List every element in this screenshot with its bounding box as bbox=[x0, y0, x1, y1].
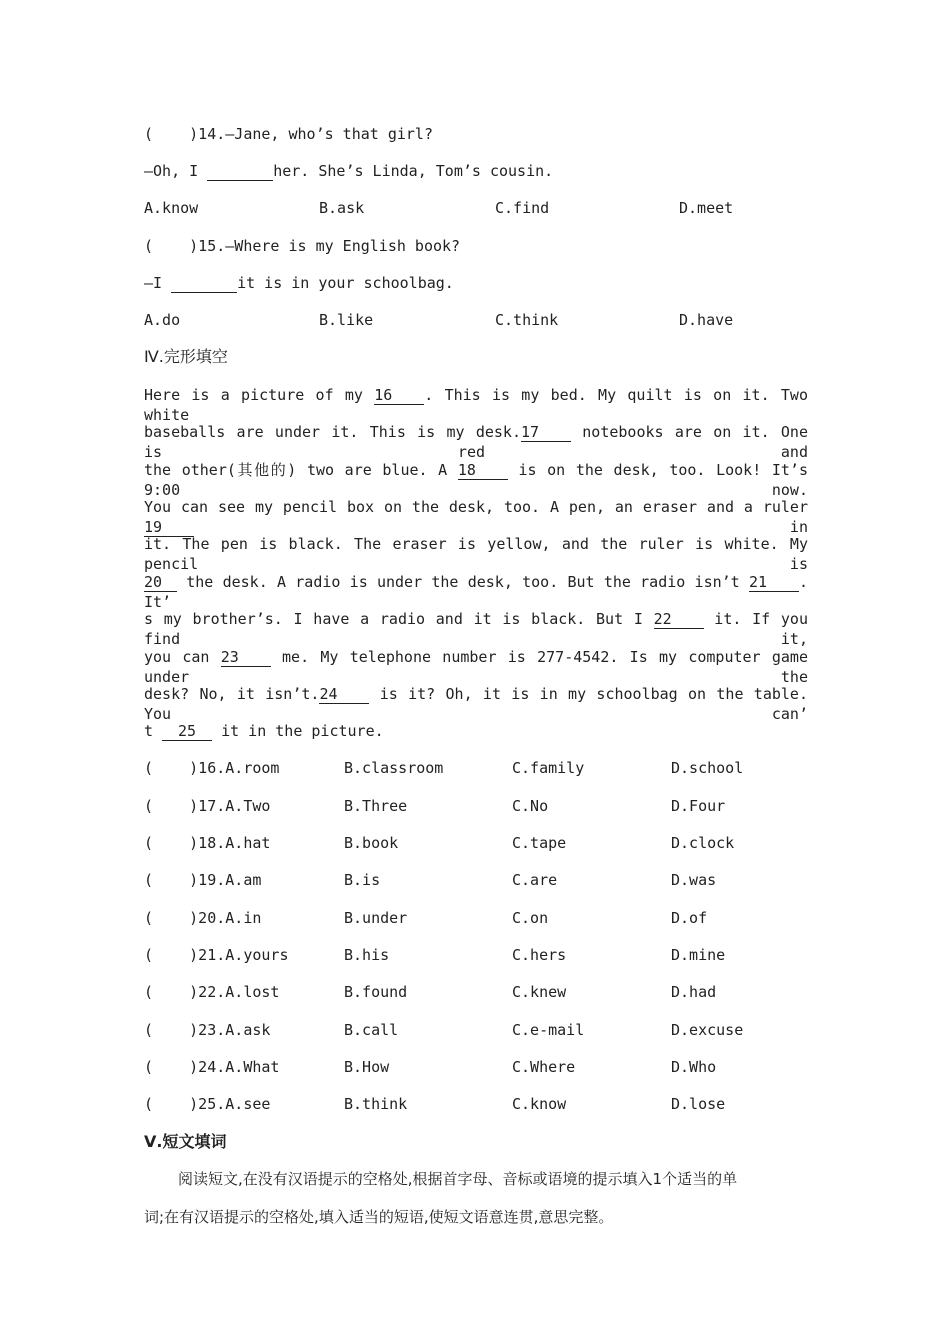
text: it. If you find it, bbox=[144, 610, 808, 648]
blank-20[interactable]: 20 bbox=[144, 574, 177, 592]
text: Here is a picture of my bbox=[144, 386, 375, 404]
cloze-q24-c: C.Where bbox=[512, 1058, 576, 1076]
cloze-q20-b: B.under bbox=[344, 909, 408, 927]
cloze-q21-c: C.hers bbox=[512, 946, 567, 964]
cloze-q20-c: C.on bbox=[512, 909, 549, 927]
cloze-q17-d: D.Four bbox=[671, 797, 726, 815]
text: the other(其他的) two are blue. A bbox=[144, 461, 458, 479]
passage-line-2 bbox=[144, 422, 808, 462]
passage-line-8 bbox=[144, 647, 808, 687]
cloze-q16-a: ( )16.A.room bbox=[144, 759, 280, 777]
text: notebooks are on it. One is red and bbox=[144, 423, 808, 461]
reply-post: it is in your schoolbag. bbox=[237, 274, 454, 292]
text: desk? No, it isn’t. bbox=[144, 685, 320, 703]
cloze-q22-d: D.had bbox=[671, 983, 717, 1001]
cloze-q17-a: ( )17.A.Two bbox=[144, 797, 271, 815]
cloze-q20-a: ( )20.A.in bbox=[144, 909, 262, 927]
section-5-instructions-line-1: 阅读短文,在没有汉语提示的空格处,根据首字母、音标或语境的提示填入1个适当的单 bbox=[178, 1170, 738, 1188]
cloze-q24-d: D.Who bbox=[671, 1058, 717, 1076]
cloze-q22-a: ( )22.A.lost bbox=[144, 983, 280, 1001]
passage-line-10 bbox=[144, 721, 384, 741]
text: s my brother’s. I have a radio and it is black. But I bbox=[144, 610, 654, 628]
cloze-q23-d: D.excuse bbox=[671, 1021, 744, 1039]
cloze-q22-c: C.knew bbox=[512, 983, 567, 1001]
blank-21[interactable]: 21 bbox=[749, 574, 799, 592]
text: baseballs are under it. This is my desk. bbox=[144, 423, 521, 441]
passage-line-3 bbox=[144, 460, 808, 500]
cloze-q25-d: D.lose bbox=[671, 1095, 726, 1113]
passage-line-9 bbox=[144, 684, 808, 724]
passage-line-5: it. The pen is black. The eraser is yellow, and the ruler is white. My pencil is bbox=[144, 535, 808, 573]
question-15-stem: ( )15.—Where is my English book? bbox=[144, 237, 461, 255]
passage-line-6 bbox=[144, 572, 808, 612]
cloze-q21-b: B.his bbox=[344, 946, 390, 964]
cloze-q17-b: B.Three bbox=[344, 797, 408, 815]
cloze-q19-d: D.was bbox=[671, 871, 717, 889]
cloze-q24-a: ( )24.A.What bbox=[144, 1058, 280, 1076]
text: . It’ bbox=[144, 573, 808, 611]
q14-option-c: C.find bbox=[495, 199, 550, 217]
blank-25[interactable]: 25 bbox=[162, 723, 212, 741]
passage-line-4 bbox=[144, 497, 808, 537]
q14-option-a: A.know bbox=[144, 199, 199, 217]
text: me. My telephone number is 277-4542. Is my computer game under the bbox=[144, 648, 808, 686]
cloze-q20-d: D.of bbox=[671, 909, 708, 927]
blank-23[interactable]: 23 bbox=[221, 649, 271, 667]
cloze-q22-b: B.found bbox=[344, 983, 408, 1001]
q15-option-c: C.think bbox=[495, 311, 559, 329]
question-14-stem: ( )14.—Jane, who’s that girl? bbox=[144, 125, 433, 143]
cloze-q18-d: D.clock bbox=[671, 834, 735, 852]
blank-19[interactable]: 19 bbox=[144, 519, 194, 537]
cloze-q25-a: ( )25.A.see bbox=[144, 1095, 271, 1113]
cloze-q19-a: ( )19.A.am bbox=[144, 871, 262, 889]
q14-option-d: D.meet bbox=[679, 199, 734, 217]
cloze-q19-c: C.are bbox=[512, 871, 558, 889]
blank-24[interactable]: 24 bbox=[319, 686, 369, 704]
text: is it? Oh, it is in my schoolbag on the table. You can’ bbox=[144, 685, 808, 723]
cloze-q25-c: C.know bbox=[512, 1095, 567, 1113]
text: you can bbox=[144, 648, 221, 666]
blank-22[interactable]: 22 bbox=[654, 611, 704, 629]
section-5-instructions-line-2: 词;在有汉语提示的空格处,填入适当的短语,使短文语意连贯,意思完整。 bbox=[144, 1208, 614, 1226]
cloze-q25-b: B.think bbox=[344, 1095, 408, 1113]
blank-18[interactable]: 18 bbox=[458, 462, 508, 480]
cloze-q19-b: B.is bbox=[344, 871, 381, 889]
text: it in the picture. bbox=[212, 722, 384, 740]
q15-option-a: A.do bbox=[144, 311, 181, 329]
cloze-q23-b: B.call bbox=[344, 1021, 399, 1039]
question-15-reply bbox=[144, 273, 454, 293]
q14-option-b: B.ask bbox=[319, 199, 365, 217]
answer-blank[interactable] bbox=[207, 163, 273, 181]
reply-post: her. She’s Linda, Tom’s cousin. bbox=[273, 162, 554, 180]
question-14-reply bbox=[144, 161, 553, 181]
section-5-title: Ⅴ.短文填词 bbox=[144, 1132, 227, 1151]
blank-16[interactable]: 16 bbox=[374, 387, 424, 405]
cloze-q17-c: C.No bbox=[512, 797, 549, 815]
cloze-q23-a: ( )23.A.ask bbox=[144, 1021, 271, 1039]
cloze-q23-c: C.e-mail bbox=[512, 1021, 585, 1039]
text: the desk. A radio is under the desk, too. But the radio isn’t bbox=[177, 573, 749, 591]
cloze-q21-d: D.mine bbox=[671, 946, 726, 964]
text: You can see my pencil box on the desk, too. A pen, an eraser and a ruler bbox=[144, 498, 808, 516]
passage-line-7 bbox=[144, 609, 808, 649]
answer-blank[interactable] bbox=[171, 275, 237, 293]
text: is on the desk, too. Look! It’s 9:00 now. bbox=[144, 461, 808, 499]
reply-pre: —Oh, I bbox=[144, 162, 208, 180]
reply-pre: —I bbox=[144, 274, 172, 292]
blank-17[interactable]: 17 bbox=[521, 424, 571, 442]
text: t bbox=[144, 722, 163, 740]
cloze-q18-a: ( )18.A.hat bbox=[144, 834, 271, 852]
q15-option-d: D.have bbox=[679, 311, 734, 329]
text: . This is my bed. My quilt is on it. Two white bbox=[144, 386, 808, 424]
q15-option-b: B.like bbox=[319, 311, 374, 329]
passage-line-1 bbox=[144, 385, 808, 425]
section-4-title: Ⅳ.完形填空 bbox=[144, 347, 228, 366]
cloze-q21-a: ( )21.A.yours bbox=[144, 946, 289, 964]
cloze-q24-b: B.How bbox=[344, 1058, 390, 1076]
cloze-q18-c: C.tape bbox=[512, 834, 567, 852]
cloze-q16-d: D.school bbox=[671, 759, 744, 777]
cloze-q18-b: B.book bbox=[344, 834, 399, 852]
cloze-q16-b: B.classroom bbox=[344, 759, 444, 777]
cloze-q16-c: C.family bbox=[512, 759, 585, 777]
text: in bbox=[194, 518, 808, 536]
